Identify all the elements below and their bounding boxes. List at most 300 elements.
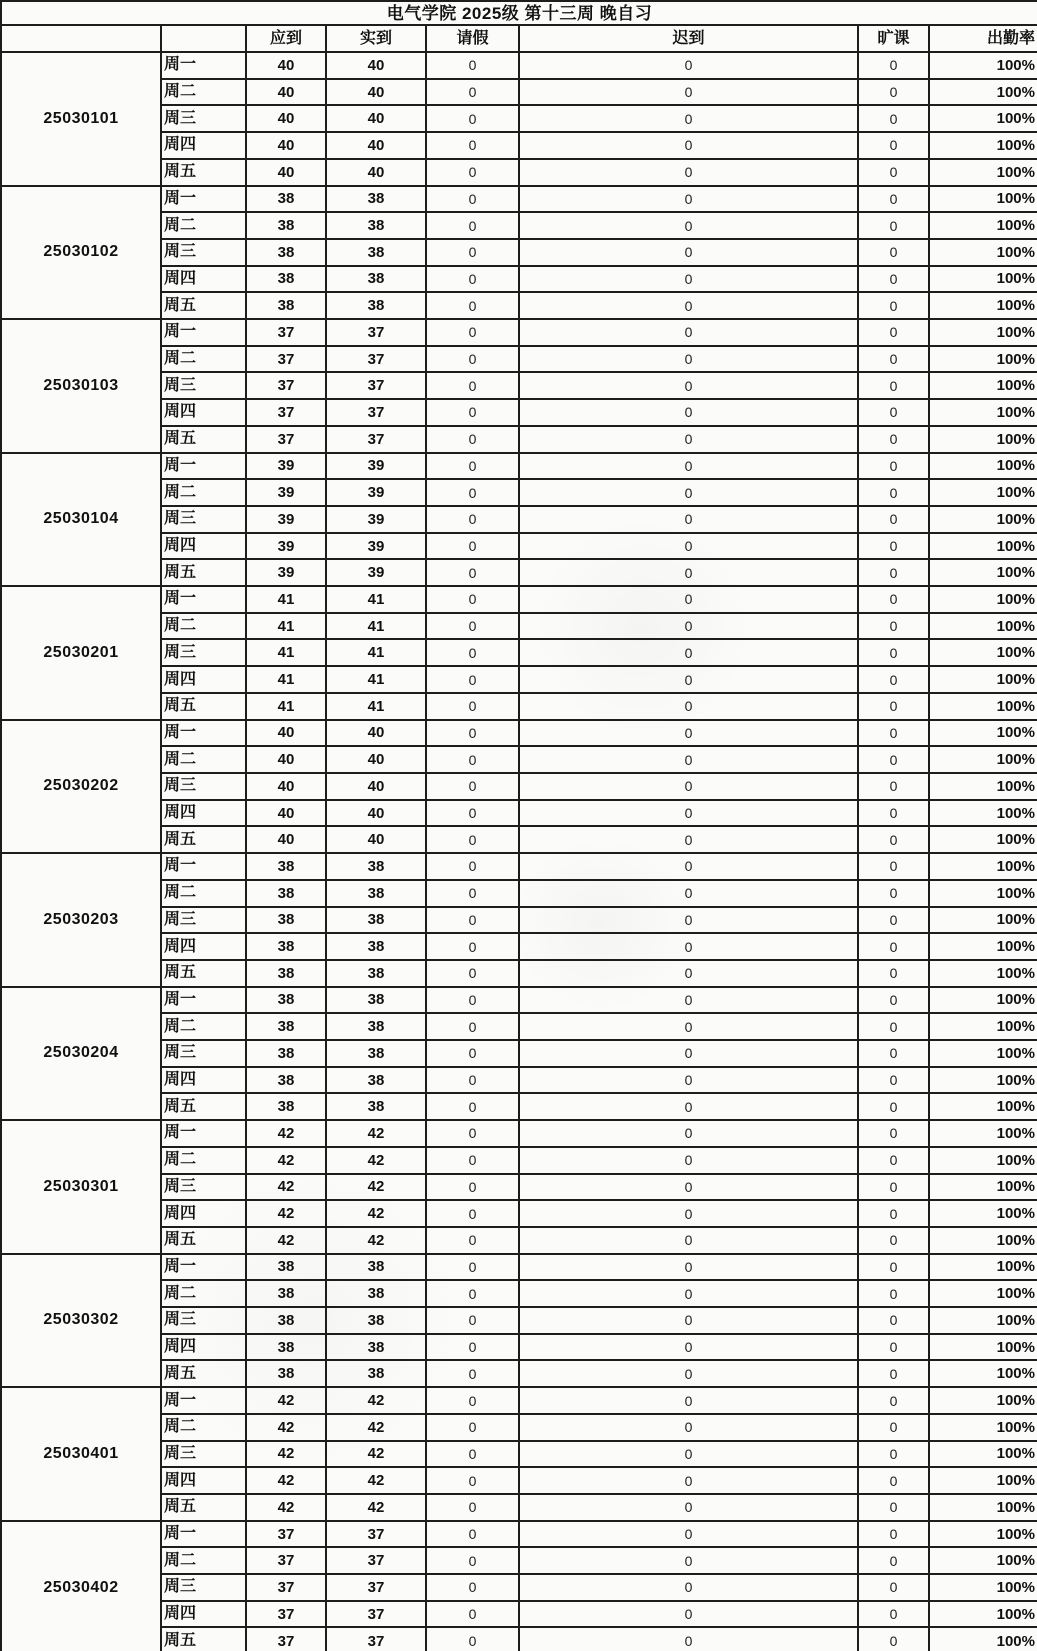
absent-cell: 0: [858, 132, 929, 159]
leave-cell: 0: [426, 1120, 519, 1147]
expected-cell: 42: [246, 1441, 326, 1468]
rate-cell: 100%: [929, 933, 1037, 960]
actual-cell: 38: [326, 292, 426, 319]
leave-cell: 0: [426, 1387, 519, 1414]
title-row: [1, 1, 1037, 25]
day-cell: 周三: [161, 506, 246, 533]
absent-cell: 0: [858, 960, 929, 987]
leave-cell: 0: [426, 1147, 519, 1174]
leave-cell: 0: [426, 773, 519, 800]
rate-cell: 100%: [929, 1334, 1037, 1361]
rate-cell: 100%: [929, 773, 1037, 800]
leave-cell: 0: [426, 1360, 519, 1387]
class-id-cell: 25030202: [1, 720, 161, 854]
absent-cell: 0: [858, 1307, 929, 1334]
expected-cell: 40: [246, 79, 326, 106]
leave-cell: 0: [426, 479, 519, 506]
expected-cell: 38: [246, 933, 326, 960]
leave-cell: 0: [426, 907, 519, 934]
expected-cell: 39: [246, 453, 326, 480]
late-cell: 0: [519, 1093, 858, 1120]
rate-cell: 100%: [929, 1254, 1037, 1281]
day-cell: 周五: [161, 559, 246, 586]
leave-cell: 0: [426, 853, 519, 880]
rate-cell: 100%: [929, 826, 1037, 853]
table-row: [1, 1521, 1037, 1548]
late-cell: 0: [519, 1627, 858, 1651]
day-cell: 周四: [161, 666, 246, 693]
table-row: [1, 586, 1037, 613]
late-cell: 0: [519, 1467, 858, 1494]
actual-cell: 41: [326, 693, 426, 720]
day-cell: 周二: [161, 746, 246, 773]
actual-cell: 42: [326, 1120, 426, 1147]
actual-cell: 37: [326, 1601, 426, 1628]
leave-cell: 0: [426, 960, 519, 987]
absent-cell: 0: [858, 880, 929, 907]
leave-cell: 0: [426, 1307, 519, 1334]
day-cell: 周四: [161, 132, 246, 159]
expected-cell: 41: [246, 666, 326, 693]
day-cell: 周一: [161, 586, 246, 613]
leave-cell: 0: [426, 800, 519, 827]
leave-cell: 0: [426, 1013, 519, 1040]
leave-cell: 0: [426, 1174, 519, 1201]
leave-cell: 0: [426, 132, 519, 159]
day-cell: 周四: [161, 1200, 246, 1227]
absent-cell: 0: [858, 586, 929, 613]
expected-cell: 37: [246, 399, 326, 426]
late-cell: 0: [519, 319, 858, 346]
expected-cell: 42: [246, 1147, 326, 1174]
absent-cell: 0: [858, 239, 929, 266]
leave-cell: 0: [426, 453, 519, 480]
actual-cell: 38: [326, 1013, 426, 1040]
day-cell: 周四: [161, 533, 246, 560]
table-row: [1, 720, 1037, 747]
rate-cell: 100%: [929, 1601, 1037, 1628]
expected-cell: 41: [246, 613, 326, 640]
expected-cell: 37: [246, 346, 326, 373]
late-cell: 0: [519, 853, 858, 880]
class-id-cell: 25030204: [1, 987, 161, 1121]
actual-cell: 42: [326, 1467, 426, 1494]
expected-cell: 38: [246, 1360, 326, 1387]
rate-cell: 100%: [929, 1307, 1037, 1334]
leave-cell: 0: [426, 1627, 519, 1651]
expected-cell: 37: [246, 372, 326, 399]
late-cell: 0: [519, 933, 858, 960]
absent-cell: 0: [858, 1494, 929, 1521]
late-cell: 0: [519, 613, 858, 640]
day-cell: 周二: [161, 613, 246, 640]
expected-cell: 38: [246, 1013, 326, 1040]
late-cell: 0: [519, 159, 858, 186]
absent-cell: 0: [858, 1521, 929, 1548]
rate-cell: 100%: [929, 479, 1037, 506]
late-cell: 0: [519, 1254, 858, 1281]
leave-cell: 0: [426, 1093, 519, 1120]
absent-cell: 0: [858, 346, 929, 373]
leave-cell: 0: [426, 319, 519, 346]
actual-cell: 40: [326, 746, 426, 773]
day-cell: 周三: [161, 105, 246, 132]
leave-cell: 0: [426, 346, 519, 373]
absent-cell: 0: [858, 826, 929, 853]
rate-cell: 100%: [929, 907, 1037, 934]
leave-cell: 0: [426, 639, 519, 666]
rate-cell: 100%: [929, 1093, 1037, 1120]
expected-cell: 40: [246, 52, 326, 79]
leave-cell: 0: [426, 266, 519, 293]
table-row: [1, 1120, 1037, 1147]
actual-cell: 39: [326, 559, 426, 586]
day-cell: 周二: [161, 1280, 246, 1307]
late-cell: 0: [519, 1494, 858, 1521]
day-cell: 周一: [161, 987, 246, 1014]
late-cell: 0: [519, 212, 858, 239]
leave-cell: 0: [426, 666, 519, 693]
day-cell: 周四: [161, 1601, 246, 1628]
actual-cell: 42: [326, 1147, 426, 1174]
expected-cell: 38: [246, 1280, 326, 1307]
class-id-cell: 25030103: [1, 319, 161, 453]
late-cell: 0: [519, 292, 858, 319]
rate-cell: 100%: [929, 1013, 1037, 1040]
rate-cell: 100%: [929, 800, 1037, 827]
late-cell: 0: [519, 586, 858, 613]
rate-cell: 100%: [929, 1120, 1037, 1147]
expected-cell: 42: [246, 1467, 326, 1494]
leave-cell: 0: [426, 720, 519, 747]
late-cell: 0: [519, 1013, 858, 1040]
day-cell: 周一: [161, 1120, 246, 1147]
expected-cell: 39: [246, 479, 326, 506]
late-cell: 0: [519, 399, 858, 426]
late-cell: 0: [519, 1547, 858, 1574]
day-cell: 周五: [161, 159, 246, 186]
rate-cell: 100%: [929, 533, 1037, 560]
leave-cell: 0: [426, 1521, 519, 1548]
actual-cell: 38: [326, 880, 426, 907]
absent-cell: 0: [858, 1360, 929, 1387]
leave-cell: 0: [426, 1200, 519, 1227]
day-cell: 周四: [161, 1067, 246, 1094]
leave-cell: 0: [426, 426, 519, 453]
rate-cell: 100%: [929, 960, 1037, 987]
expected-cell: 38: [246, 1093, 326, 1120]
absent-cell: 0: [858, 853, 929, 880]
absent-cell: 0: [858, 399, 929, 426]
class-id-cell: 25030104: [1, 453, 161, 587]
page-title: 电气学院 2025级 第十三周 晚自习: [1, 1, 1037, 25]
class-id-cell: 25030302: [1, 1254, 161, 1388]
actual-cell: 38: [326, 1360, 426, 1387]
class-id-cell: 25030203: [1, 853, 161, 987]
late-cell: 0: [519, 666, 858, 693]
day-cell: 周一: [161, 1254, 246, 1281]
late-cell: 0: [519, 960, 858, 987]
leave-cell: 0: [426, 693, 519, 720]
rate-cell: 100%: [929, 693, 1037, 720]
rate-cell: 100%: [929, 1414, 1037, 1441]
day-cell: 周三: [161, 372, 246, 399]
leave-cell: 0: [426, 933, 519, 960]
actual-cell: 40: [326, 52, 426, 79]
absent-cell: 0: [858, 1147, 929, 1174]
leave-cell: 0: [426, 1254, 519, 1281]
late-cell: 0: [519, 720, 858, 747]
leave-cell: 0: [426, 1601, 519, 1628]
actual-cell: 38: [326, 266, 426, 293]
late-cell: 0: [519, 1227, 858, 1254]
late-cell: 0: [519, 880, 858, 907]
leave-cell: 0: [426, 1280, 519, 1307]
late-cell: 0: [519, 1040, 858, 1067]
late-cell: 0: [519, 1387, 858, 1414]
late-cell: 0: [519, 1174, 858, 1201]
expected-cell: 42: [246, 1227, 326, 1254]
actual-cell: 37: [326, 346, 426, 373]
late-cell: 0: [519, 239, 858, 266]
absent-cell: 0: [858, 1601, 929, 1628]
actual-cell: 39: [326, 533, 426, 560]
expected-cell: 37: [246, 1574, 326, 1601]
actual-cell: 42: [326, 1227, 426, 1254]
absent-cell: 0: [858, 1040, 929, 1067]
leave-cell: 0: [426, 79, 519, 106]
late-cell: 0: [519, 266, 858, 293]
late-cell: 0: [519, 1521, 858, 1548]
absent-cell: 0: [858, 1387, 929, 1414]
expected-cell: 38: [246, 292, 326, 319]
rate-cell: 100%: [929, 132, 1037, 159]
expected-cell: 38: [246, 1067, 326, 1094]
expected-cell: 37: [246, 1547, 326, 1574]
leave-cell: 0: [426, 239, 519, 266]
rate-cell: 100%: [929, 1147, 1037, 1174]
rate-cell: 100%: [929, 1494, 1037, 1521]
actual-cell: 41: [326, 586, 426, 613]
expected-cell: 38: [246, 239, 326, 266]
actual-cell: 42: [326, 1414, 426, 1441]
expected-cell: 37: [246, 1627, 326, 1651]
actual-cell: 41: [326, 613, 426, 640]
rate-cell: 100%: [929, 426, 1037, 453]
expected-cell: 40: [246, 746, 326, 773]
day-cell: 周三: [161, 1040, 246, 1067]
expected-cell: 38: [246, 880, 326, 907]
absent-cell: 0: [858, 987, 929, 1014]
expected-cell: 42: [246, 1174, 326, 1201]
absent-cell: 0: [858, 212, 929, 239]
absent-cell: 0: [858, 666, 929, 693]
actual-cell: 38: [326, 186, 426, 213]
day-cell: 周五: [161, 1360, 246, 1387]
class-id-cell: 25030201: [1, 586, 161, 720]
absent-cell: 0: [858, 105, 929, 132]
late-cell: 0: [519, 1147, 858, 1174]
expected-cell: 38: [246, 1334, 326, 1361]
rate-cell: 100%: [929, 292, 1037, 319]
rate-cell: 100%: [929, 506, 1037, 533]
rate-cell: 100%: [929, 212, 1037, 239]
expected-cell: 42: [246, 1387, 326, 1414]
leave-cell: 0: [426, 506, 519, 533]
rate-cell: 100%: [929, 239, 1037, 266]
rate-cell: 100%: [929, 1521, 1037, 1548]
expected-cell: 41: [246, 693, 326, 720]
absent-cell: 0: [858, 1627, 929, 1651]
actual-cell: 38: [326, 1254, 426, 1281]
actual-cell: 40: [326, 720, 426, 747]
expected-cell: 42: [246, 1414, 326, 1441]
day-cell: 周五: [161, 960, 246, 987]
absent-cell: 0: [858, 1574, 929, 1601]
absent-cell: 0: [858, 506, 929, 533]
actual-cell: 38: [326, 987, 426, 1014]
day-cell: 周五: [161, 1627, 246, 1651]
expected-cell: 41: [246, 639, 326, 666]
day-cell: 周二: [161, 79, 246, 106]
day-cell: 周四: [161, 399, 246, 426]
absent-cell: 0: [858, 1174, 929, 1201]
class-id-cell: 25030401: [1, 1387, 161, 1521]
col-header-leave: 请假: [426, 25, 519, 52]
expected-cell: 42: [246, 1200, 326, 1227]
day-cell: 周一: [161, 1521, 246, 1548]
expected-cell: 40: [246, 800, 326, 827]
late-cell: 0: [519, 52, 858, 79]
day-cell: 周一: [161, 1387, 246, 1414]
rate-cell: 100%: [929, 1467, 1037, 1494]
day-cell: 周五: [161, 292, 246, 319]
actual-cell: 38: [326, 1093, 426, 1120]
late-cell: 0: [519, 533, 858, 560]
absent-cell: 0: [858, 693, 929, 720]
rate-cell: 100%: [929, 613, 1037, 640]
absent-cell: 0: [858, 1227, 929, 1254]
late-cell: 0: [519, 79, 858, 106]
absent-cell: 0: [858, 79, 929, 106]
actual-cell: 38: [326, 1334, 426, 1361]
col-header-expected: 应到: [246, 25, 326, 52]
expected-cell: 40: [246, 826, 326, 853]
day-cell: 周四: [161, 800, 246, 827]
day-cell: 周四: [161, 1467, 246, 1494]
day-cell: 周五: [161, 826, 246, 853]
col-header-day: [161, 25, 246, 52]
late-cell: 0: [519, 1574, 858, 1601]
late-cell: 0: [519, 746, 858, 773]
rate-cell: 100%: [929, 666, 1037, 693]
leave-cell: 0: [426, 1441, 519, 1468]
late-cell: 0: [519, 1414, 858, 1441]
actual-cell: 37: [326, 426, 426, 453]
late-cell: 0: [519, 1280, 858, 1307]
rate-cell: 100%: [929, 1174, 1037, 1201]
actual-cell: 38: [326, 239, 426, 266]
day-cell: 周一: [161, 453, 246, 480]
actual-cell: 37: [326, 1521, 426, 1548]
late-cell: 0: [519, 559, 858, 586]
leave-cell: 0: [426, 1334, 519, 1361]
absent-cell: 0: [858, 800, 929, 827]
leave-cell: 0: [426, 1227, 519, 1254]
rate-cell: 100%: [929, 1627, 1037, 1651]
leave-cell: 0: [426, 186, 519, 213]
expected-cell: 37: [246, 1601, 326, 1628]
table-row: [1, 1254, 1037, 1281]
day-cell: 周二: [161, 1547, 246, 1574]
day-cell: 周二: [161, 212, 246, 239]
rate-cell: 100%: [929, 319, 1037, 346]
absent-cell: 0: [858, 559, 929, 586]
rate-cell: 100%: [929, 159, 1037, 186]
table-row: [1, 186, 1037, 213]
expected-cell: 38: [246, 1307, 326, 1334]
expected-cell: 40: [246, 773, 326, 800]
absent-cell: 0: [858, 1334, 929, 1361]
leave-cell: 0: [426, 52, 519, 79]
leave-cell: 0: [426, 1414, 519, 1441]
actual-cell: 42: [326, 1441, 426, 1468]
late-cell: 0: [519, 453, 858, 480]
actual-cell: 39: [326, 453, 426, 480]
leave-cell: 0: [426, 826, 519, 853]
late-cell: 0: [519, 105, 858, 132]
absent-cell: 0: [858, 639, 929, 666]
day-cell: 周四: [161, 933, 246, 960]
table-row: [1, 453, 1037, 480]
table-row: [1, 319, 1037, 346]
late-cell: 0: [519, 479, 858, 506]
day-cell: 周二: [161, 479, 246, 506]
rate-cell: 100%: [929, 1040, 1037, 1067]
actual-cell: 40: [326, 826, 426, 853]
day-cell: 周四: [161, 1334, 246, 1361]
late-cell: 0: [519, 800, 858, 827]
col-header-absent: 旷课: [858, 25, 929, 52]
absent-cell: 0: [858, 1280, 929, 1307]
day-cell: 周二: [161, 880, 246, 907]
late-cell: 0: [519, 1200, 858, 1227]
class-id-cell: 25030102: [1, 186, 161, 320]
late-cell: 0: [519, 372, 858, 399]
absent-cell: 0: [858, 453, 929, 480]
actual-cell: 37: [326, 1547, 426, 1574]
late-cell: 0: [519, 639, 858, 666]
day-cell: 周五: [161, 1227, 246, 1254]
expected-cell: 40: [246, 132, 326, 159]
actual-cell: 42: [326, 1387, 426, 1414]
rate-cell: 100%: [929, 79, 1037, 106]
absent-cell: 0: [858, 907, 929, 934]
late-cell: 0: [519, 426, 858, 453]
actual-cell: 39: [326, 479, 426, 506]
day-cell: 周三: [161, 1441, 246, 1468]
actual-cell: 42: [326, 1174, 426, 1201]
actual-cell: 37: [326, 319, 426, 346]
absent-cell: 0: [858, 1441, 929, 1468]
leave-cell: 0: [426, 746, 519, 773]
actual-cell: 41: [326, 666, 426, 693]
expected-cell: 42: [246, 1120, 326, 1147]
table-row: [1, 1387, 1037, 1414]
leave-cell: 0: [426, 880, 519, 907]
absent-cell: 0: [858, 933, 929, 960]
day-cell: 周五: [161, 693, 246, 720]
